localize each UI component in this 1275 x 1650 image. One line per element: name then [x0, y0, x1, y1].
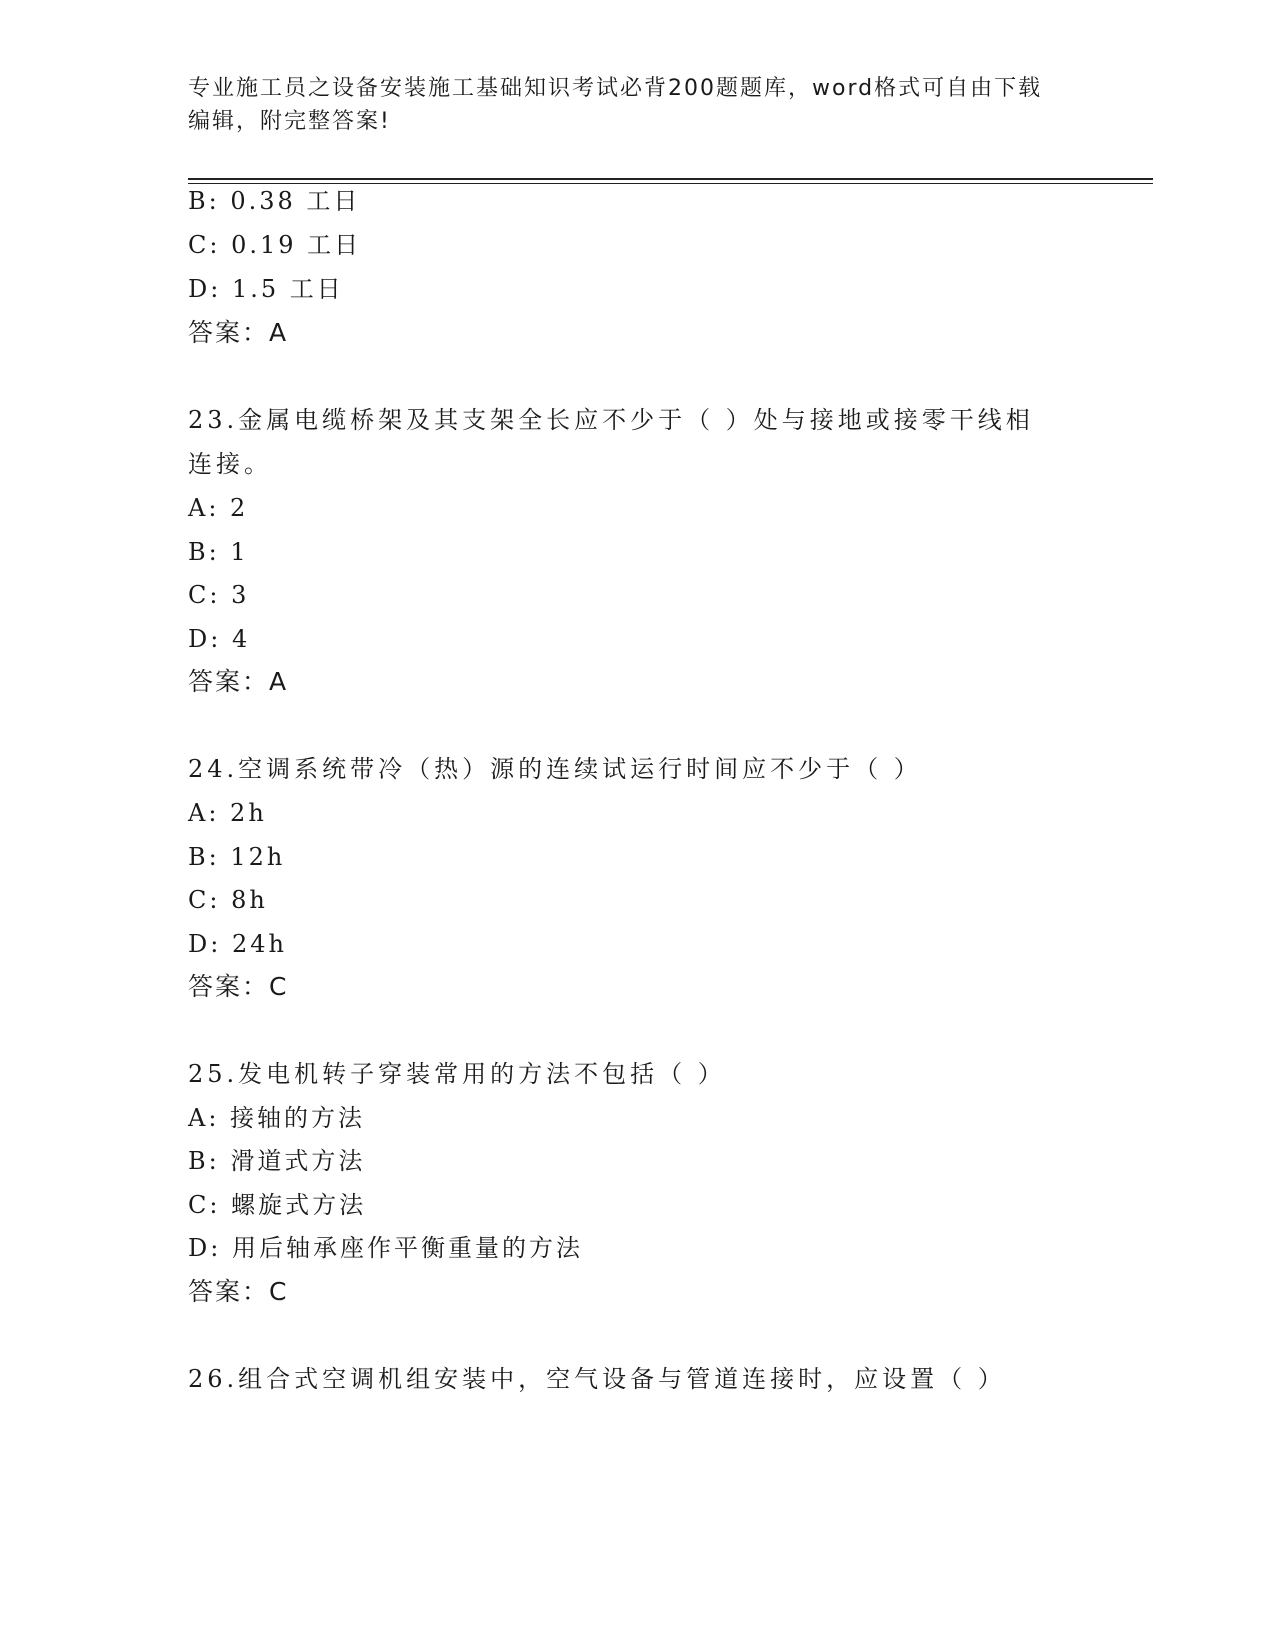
header-title-line1: 专业施工员之设备安装施工基础知识考试必背200题题库，word格式可自由下载: [188, 76, 1043, 101]
q25-answer: 答案：C: [188, 1277, 289, 1306]
header-divider-thin: [188, 183, 1153, 184]
q23-option-a: A: 2: [188, 494, 249, 522]
q24-option-d: D: 24h: [188, 930, 287, 958]
q24-option-c: C: 8h: [188, 886, 268, 914]
q24-stem: 24.空调系统带冷（热）源的连续试运行时间应不少于（ ）: [188, 755, 922, 783]
document-header: [188, 72, 1088, 138]
q24-answer: 答案：C: [188, 972, 289, 1001]
q23-stem-line1: 23.金属电缆桥架及其支架全长应不少于（ ）处与接地或接零干线相: [188, 406, 1034, 434]
q25-option-a: A: 接轴的方法: [188, 1104, 366, 1132]
q23-stem-line2: 连接。: [188, 450, 272, 478]
q22-answer: 答案：A: [188, 318, 289, 347]
header-title-line2: 编辑，附完整答案!: [188, 109, 391, 134]
q22-option-d: D: 1.5 工日: [188, 275, 344, 303]
q22-option-c: C: 0.19 工日: [188, 231, 362, 259]
q24-option-a: A: 2h: [188, 799, 267, 827]
q23-option-c: C: 3: [188, 581, 250, 609]
q23-option-b: B: 1: [188, 538, 249, 566]
q23-answer: 答案：A: [188, 667, 289, 696]
q22-option-b: B: 0.38 工日: [188, 187, 361, 215]
q26-stem: 26.组合式空调机组安装中，空气设备与管道连接时，应设置（ ）: [188, 1365, 1006, 1393]
q25-option-c: C: 螺旋式方法: [188, 1191, 367, 1219]
q25-stem: 25.发电机转子穿装常用的方法不包括（ ）: [188, 1060, 726, 1088]
header-divider-thick: [188, 178, 1153, 180]
q24-option-b: B: 12h: [188, 843, 286, 871]
q25-option-d: D: 用后轴承座作平衡重量的方法: [188, 1234, 583, 1262]
q23-option-d: D: 4: [188, 625, 251, 653]
q25-option-b: B: 滑道式方法: [188, 1147, 366, 1175]
